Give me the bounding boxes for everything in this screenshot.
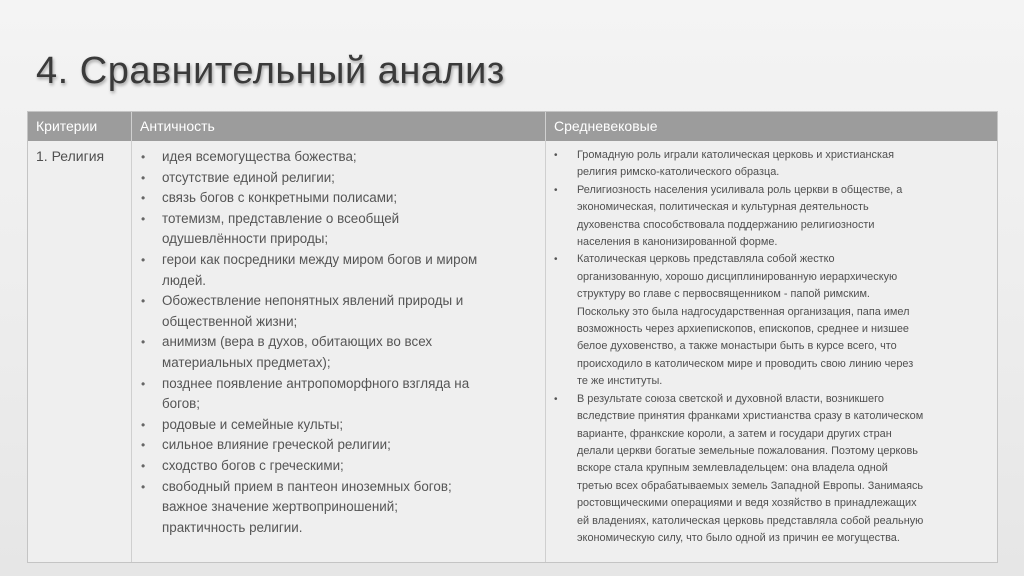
list-item xyxy=(132,435,532,456)
list-item-text xyxy=(162,477,532,539)
text-line: сильное влияние греческой религии; xyxy=(162,437,391,453)
list-item-text xyxy=(577,251,990,390)
bullet-icon: • xyxy=(141,458,146,473)
bullet-icon: • xyxy=(141,294,146,309)
list-item-text xyxy=(162,456,532,477)
text-line: возможность через архиепископов, епископов, среднее и низшее xyxy=(577,323,909,336)
text-line: делали церкви богатые земельные пожалования. Поэтому церковь xyxy=(577,444,918,457)
bullet-icon: • xyxy=(141,191,146,206)
bullet-icon: • xyxy=(141,376,146,391)
list-item xyxy=(132,250,532,291)
bullet-icon: • xyxy=(141,438,146,453)
text-line: богов; xyxy=(162,396,200,412)
list-item xyxy=(546,251,990,390)
list-item xyxy=(132,147,532,168)
text-line: те же институты. xyxy=(577,375,663,388)
text-line: вследствие принятия франками христианства сразу в католическом xyxy=(577,410,924,423)
text-line: экономическую силу, что было одной из причин ее могущества. xyxy=(577,531,900,544)
list-item xyxy=(546,182,990,252)
bullet-icon: • xyxy=(554,184,558,196)
text-line: свободный прием в пантеон иноземных богов; xyxy=(162,478,452,494)
list-item xyxy=(132,291,532,332)
list-item-text xyxy=(162,147,532,168)
text-line: одушевлённости природы; xyxy=(162,231,329,247)
medieval-cell xyxy=(546,141,997,562)
text-line: материальных предметах); xyxy=(162,354,331,370)
text-line: отсутствие единой религии; xyxy=(162,169,335,185)
list-item xyxy=(132,415,532,436)
antiquity-cell xyxy=(132,141,546,562)
text-line: общественной жизни; xyxy=(162,313,298,329)
bullet-icon: • xyxy=(141,252,146,267)
bullet-icon: • xyxy=(141,417,146,432)
list-item-text xyxy=(162,209,532,250)
text-line: религия римско-католического образца. xyxy=(577,166,780,179)
list-item-text xyxy=(577,182,990,252)
list-item xyxy=(132,456,532,477)
criterion-label: 1. Религия xyxy=(36,148,105,164)
header-medieval: Средневековые xyxy=(554,118,658,134)
text-line: происходило в католическом мире и проводить свою линию через xyxy=(577,357,914,370)
bullet-icon: • xyxy=(554,254,558,266)
list-item xyxy=(132,374,532,415)
list-item xyxy=(546,147,990,182)
list-item xyxy=(546,391,990,548)
criterion-cell xyxy=(28,141,132,562)
text-line: людей. xyxy=(162,272,207,288)
text-line: анимизм (вера в духов, обитающих во всех xyxy=(162,334,433,350)
comparison-table xyxy=(27,111,998,563)
text-line: Католическая церковь представляла собой жестко xyxy=(577,253,835,266)
list-item-text xyxy=(162,291,532,332)
bullet-icon: • xyxy=(141,170,146,185)
text-line: важное значение жертвоприношений; xyxy=(162,499,398,515)
text-line: варианте, франкские короли, а затем и государи других стран xyxy=(577,427,892,440)
text-line: родовые и семейные культы; xyxy=(162,416,344,432)
table-row xyxy=(28,141,997,562)
text-line: третью всех обрабатываемых земель Западной Европы. Занимаясь xyxy=(577,479,924,492)
header-criteria: Критерии xyxy=(28,112,132,141)
text-line: В результате союза светской и духовной власти, возникшего xyxy=(577,392,884,405)
list-item-text xyxy=(162,188,532,209)
text-line: организованную, хорошо дисциплинированную иерархическую xyxy=(577,270,898,283)
text-line: ей владениях, католическая церковь представляла собой реальную xyxy=(577,514,924,527)
slide-title: 4. Сравнительный анализ xyxy=(36,50,505,92)
bullet-icon: • xyxy=(141,479,146,494)
list-item-text xyxy=(577,147,990,182)
text-line: Обожествление непонятных явлений природы и xyxy=(162,293,464,309)
table-header-row xyxy=(28,112,997,141)
medieval-list xyxy=(546,147,990,547)
list-item xyxy=(132,209,532,250)
text-line: Религиозность населения усиливала роль церкви в обществе, а xyxy=(577,183,903,196)
text-line: тотемизм, представление о всеобщей xyxy=(162,210,400,226)
text-line: вскоре стала крупным землевладельцем: она владела одной xyxy=(577,462,888,475)
text-line: структуру во главе с первосвященником - папой римским. xyxy=(577,288,870,301)
list-item xyxy=(132,188,532,209)
list-item-text xyxy=(162,435,532,456)
text-line: герои как посредники между миром богов и миром xyxy=(162,251,478,267)
text-line: духовенства способствовала поддержанию религиозности xyxy=(577,218,875,231)
bullet-icon: • xyxy=(141,211,146,226)
list-item-text xyxy=(577,391,990,548)
list-item-text xyxy=(162,168,532,189)
text-line: ростовщическими операциями и ведя хозяйство в принадлежащих xyxy=(577,497,917,510)
list-item-text xyxy=(162,250,532,291)
list-item xyxy=(132,168,532,189)
text-line: практичность религии. xyxy=(162,519,303,535)
antiquity-list xyxy=(132,147,532,538)
header-antiquity: Античность xyxy=(132,112,546,141)
text-line: идея всемогущества божества; xyxy=(162,149,357,164)
bullet-icon: • xyxy=(141,150,146,164)
list-item-text xyxy=(162,332,532,373)
text-line: белое духовенство, а также монастыри быть в курсе всего, что xyxy=(577,340,897,353)
list-item xyxy=(132,332,532,373)
list-item-text xyxy=(162,415,532,436)
text-line: населения в канонизированной форме. xyxy=(577,236,778,249)
list-item xyxy=(132,477,532,539)
text-line: Поскольку это была надгосударственная организация, папа имел xyxy=(577,305,910,318)
list-item-text xyxy=(162,374,532,415)
bullet-icon: • xyxy=(141,335,146,350)
text-line: позднее появление антропоморфного взгляда на xyxy=(162,375,470,391)
bullet-icon: • xyxy=(554,393,558,405)
text-line: Громадную роль играли католическая церковь и христианская xyxy=(577,149,894,161)
bullet-icon: • xyxy=(554,150,558,161)
text-line: экономическая, политическая и культурная деятельность xyxy=(577,201,869,214)
text-line: сходство богов с греческими; xyxy=(162,457,344,473)
text-line: связь богов с конкретными полисами; xyxy=(162,190,398,206)
